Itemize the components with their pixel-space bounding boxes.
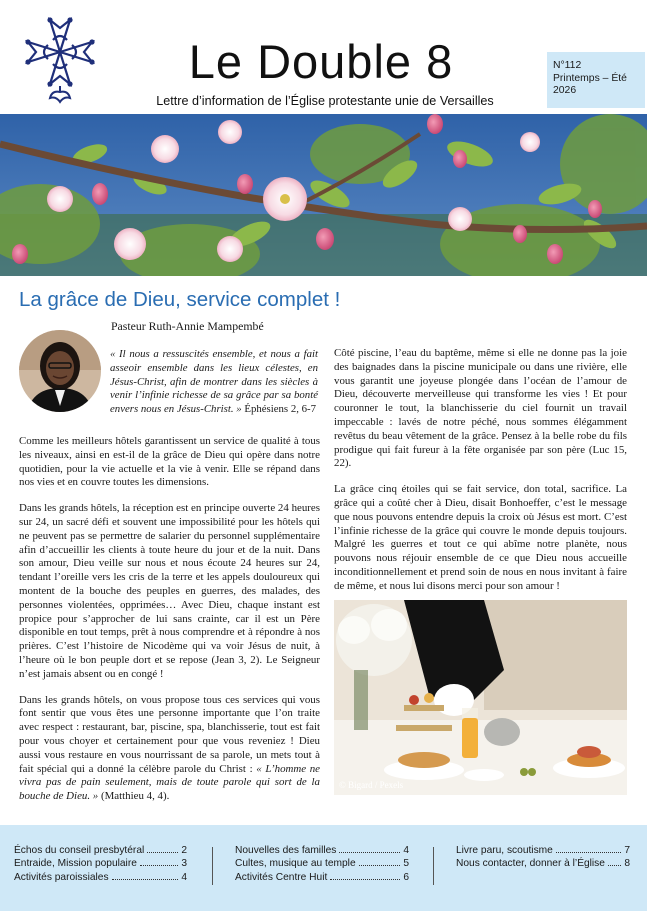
toc-entry-page: 7 bbox=[624, 845, 630, 856]
bible-quote bbox=[110, 348, 318, 417]
toc-entry-title: Nous contacter, donner à l’Église bbox=[456, 858, 605, 870]
bible-quote-reference: Éphésiens 2, 6-7 bbox=[244, 403, 317, 416]
article-paragraph bbox=[19, 694, 320, 804]
article-paragraph: Comme les meilleurs hôtels garantissent un service de qualité à tous les niveaux, ainsi en est-il de la grâce de Dieu qui opère dans notre quotidien, pour la vie actuelle et la vie à venir. Elle se répand dans nos vies et en couvre toutes les dimensions. bbox=[19, 435, 320, 489]
toc-entry[interactable] bbox=[456, 844, 630, 857]
toc-leader-dots bbox=[608, 865, 621, 866]
room-service-photo bbox=[334, 600, 627, 795]
issue-season: Printemps – Été bbox=[553, 72, 627, 84]
issue-year: 2026 bbox=[553, 85, 577, 96]
toc-entry-title: Cultes, musique au temple bbox=[235, 858, 356, 870]
toc-entry-title: Activités paroissiales bbox=[14, 871, 109, 883]
toc-entry-title: Entraide, Mission populaire bbox=[14, 858, 137, 870]
article-author: Pasteur Ruth-Annie Mampembé bbox=[111, 319, 264, 333]
article-left-column bbox=[19, 435, 320, 816]
toc-entry-title: Échos du conseil presbytéral bbox=[14, 845, 145, 856]
toc-leader-dots bbox=[556, 852, 622, 853]
toc-leader-dots bbox=[112, 879, 179, 880]
toc-leader-dots bbox=[140, 865, 178, 866]
toc-entry-title: Activités Centre Huit bbox=[235, 871, 328, 883]
hero-blossom-image bbox=[0, 114, 647, 276]
toc-entry[interactable] bbox=[235, 857, 409, 870]
issue-info-box bbox=[547, 52, 645, 108]
photo-credit: © Bigard / Pexels bbox=[339, 780, 404, 790]
toc-entry[interactable] bbox=[14, 844, 187, 857]
toc-entry[interactable] bbox=[235, 844, 409, 857]
table-of-contents bbox=[0, 825, 647, 911]
toc-entry-page: 8 bbox=[624, 858, 630, 870]
huguenot-cross-icon bbox=[20, 12, 100, 108]
paragraph-text: Dans les grands hôtels, on vous propose tous ces services qui vous font sentir que vous êtes une personne importante que l’on traite avec respect : restaurant, bar, piscine, spa, blanchisserie, tout est fait pour vous choyer et certainement pour que vous reveniez ! Dieu aussi vous restaure en vous nourrissant de sa parole, un mets tout à fait spécial qui a donné la célèbre parole du Christ : bbox=[19, 693, 320, 775]
toc-column bbox=[235, 844, 409, 884]
toc-separator bbox=[212, 847, 213, 885]
article-paragraph: Côté piscine, l’eau du baptême, même si elle ne donne pas la joie des baignades dans la piscine municipale ou dans une rivière, elle vous garantit une joyeuse plongée dans l’océan de l’amour de Dieu, découverte merveilleuse qui transforme les vies ! Et pour couronner le tout, la blanchisserie du ciel fournit un travail impeccable : lavés de notre péché, nous sommes élégamment revêtus du beau vêtement de la grâce. Pensez à la belle robe du fils prodigue qui fait fureur à la fête organisée par son père (Luc 15, 22). bbox=[334, 347, 627, 470]
toc-entry-page: 3 bbox=[181, 858, 187, 870]
toc-entry-page: 2 bbox=[181, 845, 187, 856]
article-paragraph: La grâce cinq étoiles qui se fait service, don total, sacrifice. La grâce qui a coûté cher à Dieu, disait Bonhoeffer, c’est le message que nous pouvons entendre depuis la croix où Jésus est mort. C’est l’infinie richesse de la grâce qui couvre le monde depuis toujours. Malgré les guerres et tout ce qui abîme notre planète, nous pouvons nous réjouir ensemble de ce que Dieu nous accueille inconditionnellement et prend soin de nous en nous invitant à faire de même, et nous lui disons merci pour son amour ! bbox=[334, 483, 627, 592]
toc-entry-page: 5 bbox=[403, 858, 409, 870]
toc-leader-dots bbox=[330, 879, 400, 880]
newsletter-subtitle: Lettre d’information de l’Église protestante unie de Versailles bbox=[156, 94, 494, 108]
toc-entry[interactable] bbox=[14, 871, 187, 884]
article-right-column bbox=[334, 347, 627, 606]
toc-entry[interactable] bbox=[235, 871, 409, 884]
author-portrait bbox=[19, 330, 101, 412]
toc-entry[interactable] bbox=[14, 857, 187, 870]
bible-quote-text: « Il nous a ressuscités ensemble, et nous a fait asseoir ensemble dans les lieux célestes, en Jésus-Christ, afin de montrer dans les siècles à venir l’infinie richesse de sa grâce par sa bonté envers nous en Jésus-Christ. » bbox=[110, 348, 318, 416]
newsletter-title: Le Double 8 bbox=[188, 35, 454, 88]
toc-entry-title: Nouvelles des familles bbox=[235, 845, 337, 856]
matthew-quote: « L’homme ne vivra pas de pain seulement, mais de toute parole qui sort de la bouche de Dieu. » bbox=[19, 762, 320, 803]
paragraph-text: (Matthieu 4, 4). bbox=[98, 790, 170, 803]
toc-leader-dots bbox=[147, 852, 178, 853]
toc-leader-dots bbox=[359, 865, 401, 866]
toc-entry[interactable] bbox=[456, 857, 630, 870]
toc-separator bbox=[433, 847, 434, 885]
toc-column bbox=[456, 844, 630, 871]
issue-number: N°112 bbox=[553, 60, 582, 71]
article-headline: La grâce de Dieu, service complet ! bbox=[19, 288, 341, 311]
toc-entry-page: 6 bbox=[403, 871, 409, 883]
toc-entry-page: 4 bbox=[403, 845, 409, 856]
toc-entry-title: Livre paru, scoutisme bbox=[456, 845, 553, 856]
toc-leader-dots bbox=[339, 852, 400, 853]
toc-column bbox=[14, 844, 187, 884]
article-paragraph: Dans les grands hôtels, la réception est en principe ouverte 24 heures sur 24, un sacré défi et souvent une impossibilité pour les hôtels qui ne peuvent pas se permettre de salarier du personnel supplémentaire afin d’accueillir les clients à toute heure du jour et de la nuit. Dans son amour, Dieu veille sur nous et nous écoute 24 heures sur 24, tendant l’oreille vers les cris de la terre et les appels douloureux qui montent de la bouche des peuples en guerres, des malades, des personnes violentées, opprimées… Avec Dieu, chaque instant est propice pour s’approcher de lui sans crainte, car il est un Père disponible en tout temps, prêt à nous comprendre et à répondre à nos prières. C’est l’histoire de Nicodème qui va voir Jésus de nuit, à l’heure où le bon peuple dort et se repose (Jean 3, 2). Le Seigneur n’est jamais absent ou en congé ! bbox=[19, 502, 320, 680]
toc-entry-page: 4 bbox=[181, 871, 187, 883]
